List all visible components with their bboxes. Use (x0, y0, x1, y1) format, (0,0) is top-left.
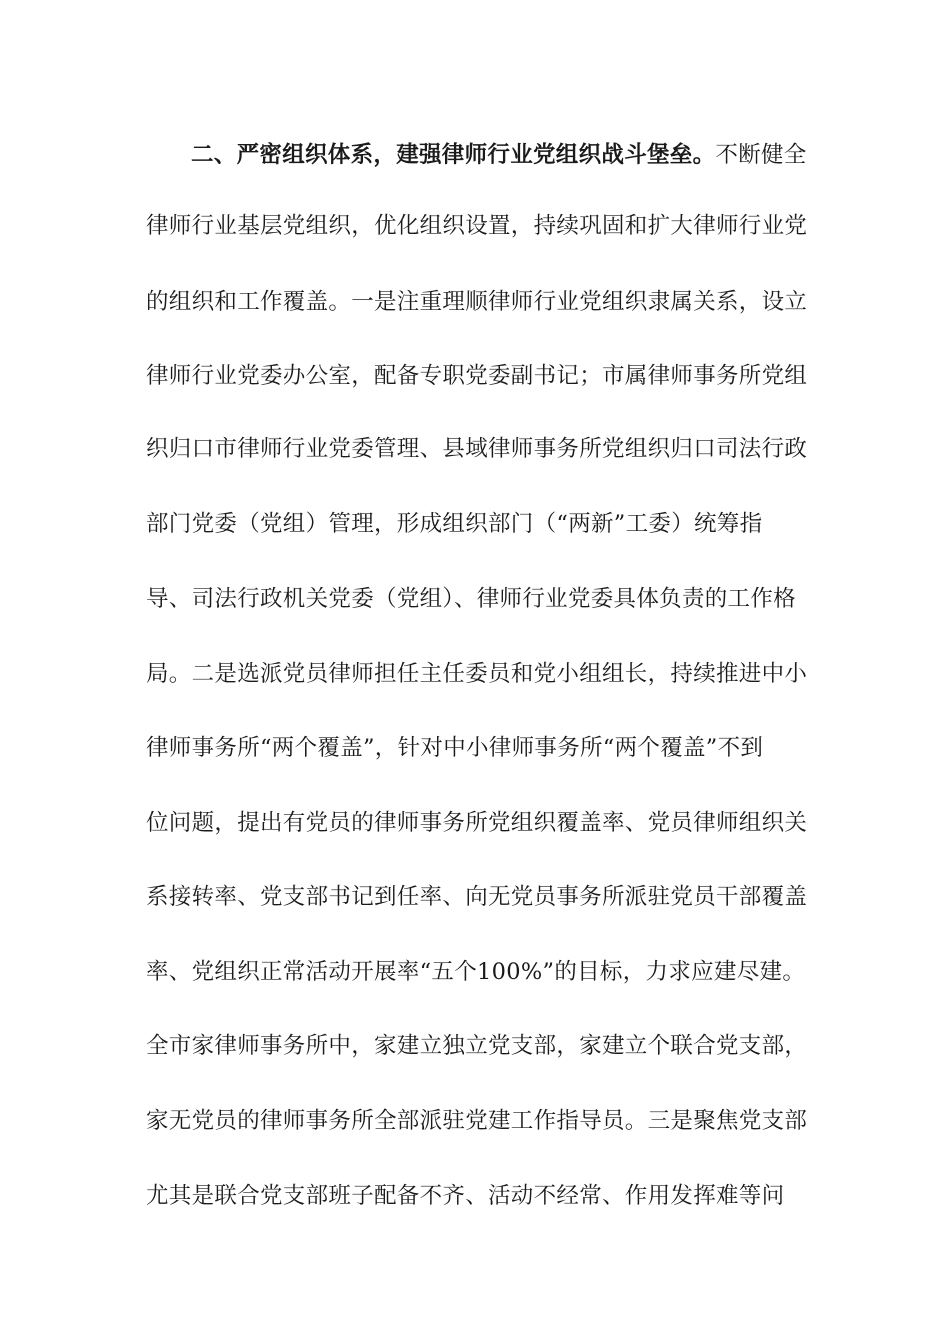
paragraph-line-1 (191, 135, 841, 175)
paragraph-text: 不断健全 (715, 142, 807, 168)
paragraph-line-13: 全市家律师事务所中，家建立独立党支部，家建立个联合党支部， (146, 1033, 808, 1059)
paragraph-line-10: 位问题，提出有党员的律师事务所党组织覆盖率、党员律师组织关 (146, 810, 808, 836)
paragraph-line-7: 导、司法行政机关党委（党组）、律师行业党委具体负责的工作格 (146, 586, 796, 612)
section-heading: 二、严密组织体系，建强律师行业党组织战斗堡垒。 (191, 142, 716, 168)
paragraph-line-5: 织归口市律师行业党委管理、县域律师事务所党组织归口司法行政 (146, 436, 808, 462)
paragraph-line-9: 律师事务所“两个覆盖”，针对中小律师事务所“两个覆盖”不到 (146, 735, 764, 761)
paragraph-line-3: 的组织和工作覆盖。一是注重理顺律师行业党组织隶属关系，设立 (146, 289, 808, 315)
paragraph-line-14: 家无党员的律师事务所全部派驻党建工作指导员。三是聚焦党支部 (146, 1108, 808, 1134)
paragraph-line-12: 率、党组织正常活动开展率“五个100%”的目标，力求应建尽建。 (146, 959, 806, 985)
paragraph-line-4: 律师行业党委办公室，配备专职党委副书记；市属律师事务所党组 (146, 363, 808, 389)
paragraph-line-15: 尤其是联合党支部班子配备不齐、活动不经常、作用发挥难等问 (146, 1183, 785, 1209)
paragraph-line-8: 局。二是选派党员律师担任主任委员和党小组组长，持续推进中小 (146, 661, 808, 687)
paragraph-line-6: 部门党委（党组）管理，形成组织部门（“两新”工委）统筹指 (146, 511, 763, 537)
paragraph-line-11: 系接转率、党支部书记到任率、向无党员事务所派驻党员干部覆盖 (146, 884, 808, 910)
paragraph-line-2: 律师行业基层党组织，优化组织设置，持续巩固和扩大律师行业党 (146, 213, 808, 239)
